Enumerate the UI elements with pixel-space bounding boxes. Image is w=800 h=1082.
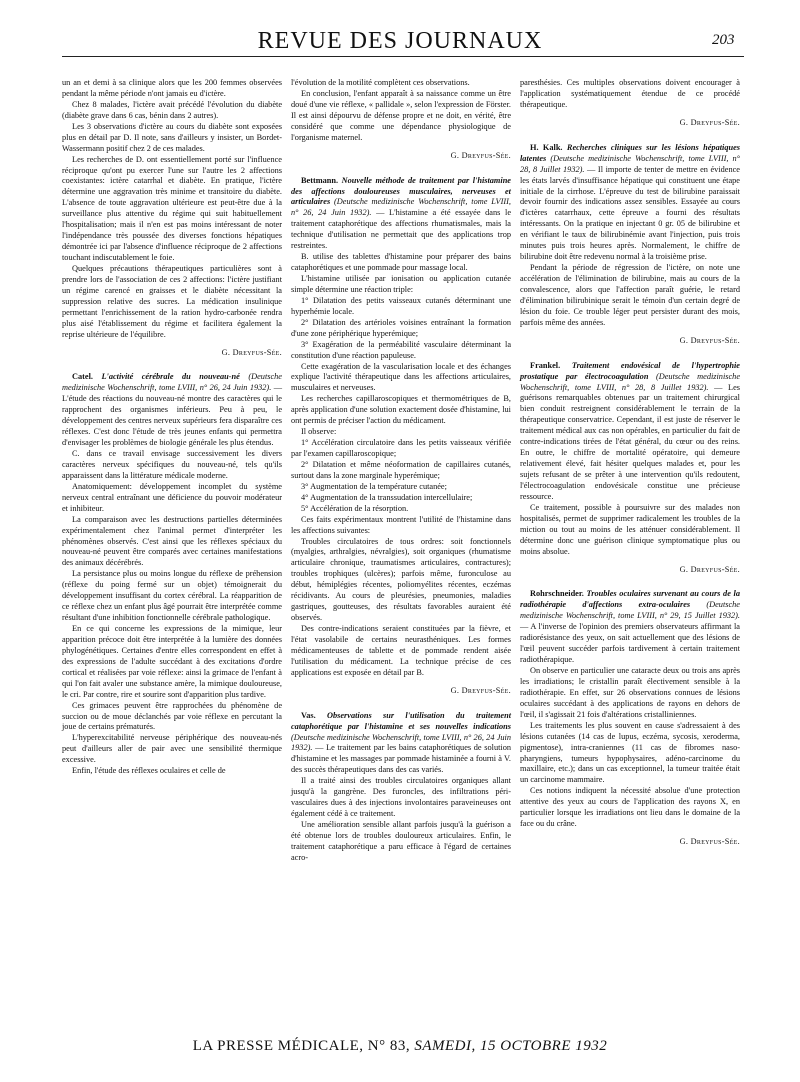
signature: G. Dreyfus-Sée. bbox=[679, 117, 740, 127]
paragraph: Ces notions indiquent la nécessité absolue d'une protection attentive des yeux au cours de l'application des rayons X, en particulier lorsque les irradiations ont lieu dans le domaine de la face ou du crâne. bbox=[520, 786, 740, 829]
article-heading bbox=[291, 176, 511, 253]
article-author: Bettmann. bbox=[301, 175, 339, 185]
paragraph: 1° Accélération circulatoire dans les petits vaisseaux vérifiée par l'examen capillaroscopique; bbox=[291, 438, 511, 458]
article-heading bbox=[520, 361, 740, 503]
paragraph: 2° Dilatation et même néoformation de capillaires cutanés, surtout dans la zone marginale hyperémique; bbox=[291, 459, 511, 480]
article-source: (Deutsche medizinische Wochenschrift, tome LVIII, n° 26, 24 Juin 1932). bbox=[291, 732, 511, 753]
paragraph: Pendant la période de régression de l'ictère, on note une accélération de l'élimination de bilirubine, mais au cours de la convalescence, alors que l'affection paraît guérie, le retard d'élimination bilirubinique serait le témoin d'un certain degré de lésion du foie. Ce trouble léger peut persister durant des mois, parfois même des années. bbox=[520, 263, 740, 327]
paragraph: Troubles circulatoires de tous ordres: soit fonctionnels (myalgies, arthralgies, névralgies), soit organiques (rhumatisme articulaire chronique, traumatismes articulaires, contractures); troubles trophiques (ulcères); parfois même, furonculose au début, hémiplégies récentes, poliomyélites récentes, eczémas récidivants. Au cours de pleurésies, pneumonies, maladies gastriques, goutteuses, des résultats favorables auraient été observés. bbox=[291, 536, 511, 623]
paragraph: Les 3 observations d'ictère au cours du diabète sont exposées plus en détail par D. Il note, sans d'ailleurs y insister, un Bordet-Wassermann positif chez 2 de ces malades. bbox=[62, 121, 282, 153]
article-heading bbox=[520, 143, 740, 263]
article-author: Vas. bbox=[301, 710, 316, 720]
signature: G. Dreyfus-Sée. bbox=[679, 837, 740, 847]
column-3 bbox=[520, 78, 740, 862]
paragraph: Ce traitement, possible à poursuivre sur des malades non hospitalisés, permet de supprimer radicalement les troubles de la miction ou tout au moins de les atténuer considérablement. Il détermine donc une guérison clinique symptomatique plus ou moins absolue. bbox=[520, 502, 740, 556]
paragraph: 3° Exagération de la perméabilité vasculaire déterminant la constitution d'une réaction papuleuse. bbox=[291, 339, 511, 360]
article-lead: — L'histamine a été essayée dans le traitement cataphorétique des affections rhumatismales, mais la technique d'utilisation ne permettait que des applications trop restreintes. bbox=[291, 208, 512, 251]
paragraph: Ces grimaces peuvent être rapprochées du phénomène de succion ou de moue déclanchés par voie réflexe en percutant la joue de certains prématurés. bbox=[62, 700, 282, 732]
signature: G. Dreyfus-Sée. bbox=[450, 685, 511, 695]
paragraph: Enfin, l'étude des réflexes oculaires et celle de bbox=[72, 766, 226, 776]
signature: G. Dreyfus-Sée. bbox=[221, 347, 282, 357]
signature: G. Dreyfus-Sée. bbox=[679, 335, 740, 345]
article-source: (Deutsche medizinische Wochenschrift, tome LVIII, n° 26, 24 Juin 1932). bbox=[62, 372, 282, 393]
paragraph: On observe en particulier une cataracte deux ou trois ans après les irradiations; le cristallin paraît électivement sensible à la radiothérapie. En effet, sur 26 observations connues de lésions oculaires succédant à des applications de rayons en dehors de l'œil, il s'agissait 21 fois d'altérations cristalliniennes. bbox=[520, 666, 740, 719]
article-heading bbox=[291, 711, 511, 777]
paragraph: La persistance plus ou moins longue du réflexe de préhension (réflexe du poing fermé sur un objet) témoignerait du développement insuffisant du cortex cérébral. La réapparition de ce réflexe chez un enfant plus âgé pourrait être interprétée comme résultant d'une inhibition fonctionnelle cérébrale pathologique. bbox=[62, 569, 282, 623]
article-lead: — Le traitement par les bains cataphorétiques de solution d'histamine et les massages par pommade histaminée a fourni à V. des succès thérapeutiques dans des cas variés. bbox=[291, 743, 512, 775]
article-title: Nouvelle méthode de traitement par l'histamine des affections douloureuses musculaires, nerveuses et articulaires bbox=[291, 175, 511, 207]
paragraph: Une amélioration sensible allant parfois jusqu'à la guérison a été obtenue lors de troubles douloureux articulaires. Enfin, le traitement cataphorétique a paru efficace à l'égard de certaines acro- bbox=[291, 820, 511, 862]
article-source: (Deutsche medizinische Wochenschrift, tome LVIII, n° 29, 15 Juillet 1932). bbox=[520, 600, 740, 621]
paragraph: B. utilise des tablettes d'histamine pour préparer des bains cataphorétiques et une pommade pour massage local. bbox=[291, 252, 511, 273]
footer-date: SAMEDI, 15 OCTOBRE 1932 bbox=[414, 1038, 608, 1054]
article-author: H. Kalk. bbox=[530, 142, 563, 152]
article-title: Traitement endovésical de l'hypertrophie prostatique par électrocoagulation bbox=[520, 360, 740, 381]
paragraph: L'histamine utilisée par ionisation ou application cutanée simple détermine une réaction triple: bbox=[291, 274, 511, 294]
paragraph: 4° Augmentation de la transsudation intercellulaire; bbox=[301, 492, 473, 502]
paragraph: un an et demi à sa clinique alors que les 200 femmes observées pendant la même période n'ont jamais eu d'ictère. bbox=[62, 78, 282, 98]
paragraph: Anatomiquement: développement incomplet du système nerveux central entraînant une déficience du pouvoir modérateur et inhibiteur. bbox=[62, 481, 282, 513]
paragraph: En conclusion, l'enfant apparaît à sa naissance comme un être doué d'une vie réflexe, « pallidale », selon l'expression de Förster. Il est ainsi dépourvu de défense propre et ne doit, en vérité, être considéré que comme une dépendance physiologique de l'organisme maternel. bbox=[291, 88, 511, 142]
paragraph: Des contre-indications seraient constituées par la fièvre, et l'état vasolabile de certains neurasthéniques. Les formes médicamenteuses de tablette et de pommade rendent aisée l'utilisation du médicament. La technique précise de ces applications est exposée en détail par B. bbox=[291, 624, 511, 677]
paragraph: Quelques précautions thérapeutiques particulières sont à prendre lors de l'association de ces 2 affections: l'ictère justifiant un régime carencé en graisses et le diabète nécessitant la suppression relative des sucres. La médication insulinique permettant l'enrichissement de la ration hydro-carbonée rendra plus aisé l'établissement du régime et facilitera également la reprise ultérieure de l'équilibre. bbox=[62, 263, 282, 339]
paragraph: 1° Dilatation des petits vaisseaux cutanés déterminant une hyperhémie locale. bbox=[291, 295, 511, 316]
page-header bbox=[0, 28, 800, 58]
article-author: Frankel. bbox=[530, 360, 561, 370]
signature: G. Dreyfus-Sée. bbox=[450, 150, 511, 160]
running-title: REVUE DES JOURNAUX bbox=[257, 28, 543, 54]
paragraph: Chez 8 malades, l'ictère avait précédé l'évolution du diabète (diabète grave dans 6 cas, bénin dans 2 autres). bbox=[62, 99, 282, 120]
paragraph: Ces faits expérimentaux montrent l'utilité de l'histamine dans les affections suivantes: bbox=[291, 514, 511, 535]
article-title: Troubles oculaires survenant au cours de la radiothérapie d'affections extra-oculaires bbox=[520, 589, 741, 610]
paragraph: 3° Augmentation de la température cutanée; bbox=[301, 481, 447, 491]
paragraph: Les traitements les plus souvent en cause s'adressaient à des lésions cutanées (14 cas de lupus, eczéma, sycosis, xeroderma, pigmentose), intra-craniennes (11 cas de fibromes naso-pharyngiens, tumeurs hypophysaires, adéno-carcinome du maxillaire, etc.); dans un cas exceptionnel, la tumeur traitée était un carcinome mammaire. bbox=[520, 720, 740, 785]
article-source: (Deutsche medizinische Wochenschrift, tome LVIII, n° 28, 8 Juillet 1932). bbox=[520, 371, 740, 392]
footer-journal: LA PRESSE MÉDICALE, N° 83, bbox=[192, 1038, 411, 1054]
paragraph: Il a traité ainsi des troubles circulatoires organiques allant jusqu'à la gangrène. Des furoncles, des infiltrations péri-vasculaires dues à des injections involontaires paraveineuses ont également cédé à ce traitement. bbox=[291, 776, 511, 819]
article-heading bbox=[62, 372, 282, 449]
paragraph: Cette exagération de la vascularisation locale et des échanges explique l'activité thérapeutique dans les affections articulaires, musculaires et nerveuses. bbox=[291, 361, 511, 393]
article-lead: — Les guérisons remarquables obtenues par un traitement chirurgical bien conduit restreignent considérablement le terrain de la thérapeutique conservatrice. Cependant, il est juste de réserver le traitement médical aux cas non opérables, en particulier du fait de contre-indications tirées de l'état général, du cœur ou des reins. En outre, le chiffre de mortalité opératoire, qui demeure relativement élevé, fait hésiter quelques malades et, pour les sujets refusant de se prêter à une intervention qu'ils redoutent, l'électrocoagulation endovésicale constitue une précieuse ressource. bbox=[520, 382, 740, 501]
paragraph: 2° Dilatation des artérioles voisines entraînant la formation d'une zone périphérique hyperémique; bbox=[291, 317, 511, 338]
signature: G. Dreyfus-Sée. bbox=[679, 564, 740, 574]
page-number: 203 bbox=[712, 32, 735, 48]
column-1 bbox=[62, 78, 282, 777]
paragraph: 5° Accélération de la résorption. bbox=[301, 503, 409, 513]
article-lead: — A l'inverse de l'opinion des premiers observateurs affirmant la radiorésistance des yeux, on sait actuellement que des lésions de l'œil peuvent succéder parfois tardivement à certain traitement radiothérapique. bbox=[520, 622, 740, 665]
paragraph: La comparaison avec les destructions partielles déterminées expérimentalement chez l'animal permet d'interpréter les phénomènes observés. C'est ainsi que les réflexes spéciaux du nouveau-né peuvent être comparés avec certaines manifestations des animaux décérébrés. bbox=[62, 514, 282, 568]
article-author: Catel. bbox=[72, 372, 93, 382]
page-footer bbox=[0, 1038, 800, 1055]
paragraph: L'hyperexcitabilité nerveuse périphérique des nouveau-nés peut d'ailleurs aller de pair avec une sensibilité thermique excessive. bbox=[62, 733, 282, 765]
article-source: (Deutsche medizinische Wochenschrift, tome LVIII, n° 26, 24 Juin 1932). bbox=[291, 197, 511, 218]
article-lead: — L'étude des réactions du nouveau-né montre des caractères qui le rapprochent des organismes inférieurs. Peu à peu, le développement des centres nerveux supérieurs fera disparaître ces réflexes. C'est donc l'étude de très jeunes enfants qui permettra d'envisager les problèmes de biologie générale les plus étendus. bbox=[62, 383, 283, 448]
article-title: Recherches cliniques sur les lésions hépatiques latentes bbox=[520, 142, 741, 163]
paragraph: C. dans ce travail envisage successivement les divers caractères nerveux spécifiques du nouveau-né, tels qu'ils apparaissent dans la littérature médicale moderne. bbox=[62, 449, 282, 480]
article-lead: — Il importe de tenter de mettre en évidence les états larvés d'insuffisance hépatique qui constituent une étape initiale de la cirrhose. L'épreuve du test de bilirubine paraissait devoir fournir des indications assez sensibles. Essayée au cours d'ictères catarrhaux, cette épreuve a fourni des résultats intéressants. On la pratique en injectant 0 gr. 05 de bilirubine et en vérifiant le taux de bilirubinémie avant l'injection, puis trois minutes puis trois heures après. Normalement, le chiffre de bilirubine doit être redevenu normal à la troisième prise. bbox=[520, 164, 740, 262]
header-rule bbox=[62, 56, 744, 57]
column-2 bbox=[291, 78, 511, 864]
article-title: L'activité cérébrale du nouveau-né bbox=[101, 372, 240, 382]
article-author: Rohrschneider. bbox=[530, 589, 584, 599]
paragraph: paresthésies. Ces multiples observations doivent encourager à l'application systématiquement étendue de ce procédé thérapeutique. bbox=[520, 78, 740, 109]
paragraph: Les recherches capillaroscopiques et thermométriques de B, après application d'une solution exactement dosée d'histamine, lui ont permis de préciser l'action du médicament. bbox=[291, 394, 511, 426]
paragraph: Les recherches de D. ont essentiellement porté sur l'influence réciproque qu'ont pu exercer l'une sur l'autre les 2 affections coexistantes: ictère catarrhal et diabète. En pratique, l'ictère détermine une aggravation très minime et transitoire du diabète. L'absence de toute aggravation ultérieure est peut-être due à la surveillance plus attentive du régime qui suit habituellement l'hospitalisation; mais il n'en est pas moins intéressant de noter l'indépendance très poussée des diverses fonctions hépatiques démontrée ici par l'absence d'influence réciproque de 2 affections touchant indiscutablement le foie. bbox=[62, 154, 282, 262]
paragraph: En ce qui concerne les expressions de la mimique, leur apparition précoce doit être interprétée à la lumière des données phylogénétiques. Certaines d'entre elles correspondent en effet à des expressions de l'adulte succédant à des excitations d'ordre cortical et réalisées par voie réflexe: ainsi la grimace de l'enfant à qui l'on fait avaler une substance amère, la mimique douloureuse, le cri. Par contre, rire et sourire sont d'apparition plus tardive. bbox=[62, 624, 282, 699]
article-heading bbox=[520, 589, 740, 666]
article-source: (Deutsche medizinische Wochenschrift, tome LVIII, n° 28, 8 Juillet 1932). bbox=[520, 153, 740, 174]
paragraph: l'évolution de la motilité complètent ces observations. bbox=[291, 78, 470, 87]
article-title: Observations sur l'utilisation du traitement cataphorétique par l'histamine et ses nouvelles indications bbox=[291, 710, 511, 731]
paragraph: Il observe: bbox=[301, 427, 337, 437]
